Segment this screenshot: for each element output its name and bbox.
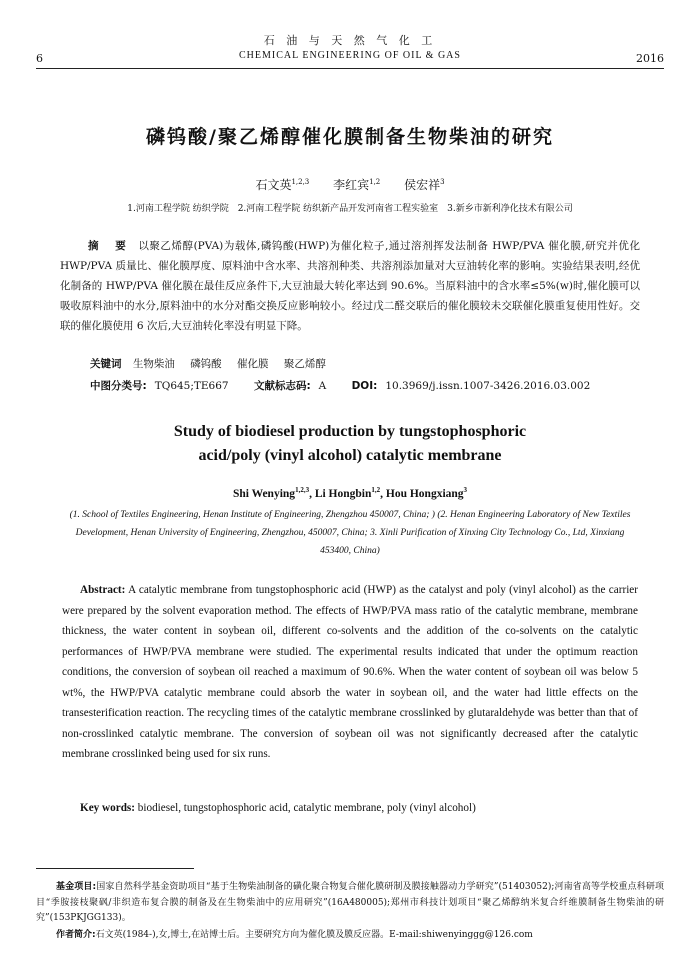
paper-title-cn: 磷钨酸/聚乙烯醇催化膜制备生物柴油的研究	[146, 126, 554, 148]
author-cn: 石文英$^{1,2,3}$	[255, 178, 310, 192]
paper-title-en	[40, 420, 660, 468]
funding-label: 基金项目:	[56, 882, 97, 892]
doi-label: DOI:	[351, 380, 378, 392]
abstract-en	[62, 580, 638, 765]
abstract-label-en: Abstract:	[80, 584, 126, 596]
header-divider	[36, 68, 664, 69]
author-en: Li Hongbin$^{1,2}$	[314, 486, 381, 500]
footnote-divider	[36, 868, 194, 869]
page-number: 6	[36, 52, 43, 65]
author-en: Shi Wenying$^{1,2,3}$	[232, 486, 310, 500]
doi-value[interactable]: 10.3969/j.issn.1007-3426.2016.03.002	[385, 380, 591, 392]
author-bio	[36, 928, 664, 944]
abstract-label-cn: 摘 要	[88, 240, 133, 252]
author-en: Hou Hongxiang$^3$	[385, 486, 468, 500]
abstract-text-cn: 以聚乙烯醇(PVA)为载体,磷钨酸(HWP)为催化粒子,通过溶剂挥发法制备 HWP/PVA 催化膜,研究并优化 HWP/PVA 质量比、催化膜厚度、原料油中含水率、共溶剂种类、共溶剂添加量对大豆油转化率的影响。实验结果表明,经优化制备的 HWP/PVA 催化膜在最佳反应条件下,大豆油最大转化率达到 90.6%。当原料油中的含水率≤5%(w)时,催化膜可以吸收原料油中的水分,原料油中的水分对酯交换反应影响较小。经过戊二醛交联后的催化膜较未交联催化膜重复使用性好。交联的催化膜使用 6 次后,大豆油转化率没有明显下降。	[60, 240, 640, 332]
affiliations-en: (1. School of Textiles Engineering, Henan Institute of Engineering, Zhengzhou 450007, China; ) (2. Henan Engineering Laboratory of New Textiles Development, Henan University of Engineering, Zhengzhou, 450007, China; 3. Xinli Purification of Xinxing City Technology Co., Ltd, Xinxiang 453400, China)	[69, 510, 631, 556]
keywords-en	[80, 802, 638, 814]
affiliations-cn: 1.河南工程学院 纺织学院 2.河南工程学院 纺织新产品开发河南省工程实验室 3.新乡市新利净化技术有限公司	[127, 204, 573, 214]
keywords-label-cn: 关键词	[90, 358, 122, 370]
keywords-label-en: Key words:	[80, 802, 135, 814]
publication-year: 2016	[636, 52, 664, 65]
funding-note	[36, 880, 664, 927]
keyword-cn: 催化膜	[237, 358, 269, 370]
classification-line	[90, 378, 640, 393]
running-header	[36, 32, 664, 68]
abstract-text-en: A catalytic membrane from tungstophosphoric acid (HWP) as the catalyst and poly (vinyl alcohol) as the carrier were prepared by the solvent evaporation method. The effects of HWP/PVA mass ratio of the catalytic membrane, membrane thickness, the water content in soybean oil, different co-solvents and the addition of the co-solvents on the catalytic performances of HWP/PVA membrane were studied. The experimental results indicated that under the optimum reaction conditions, the conversion of soybean oil reached a maximum of 90.6%. When the water content of soybean oil was below 5 wt%, the HWP/PVA catalytic membrane could absorb the water in soybean oil, and the water had little effects on the transesterification reaction. The recycling times of the catalytic membrane crosslinked by glutaraldehyde was better than that of non-crosslinked catalytic membrane. The conversion of soybean oil was not significantly decreased after the catalytic membrane crosslinked being used for six runs.	[62, 584, 638, 760]
clc-label: 中图分类号:	[90, 380, 147, 392]
title-line-en: acid/poly (vinyl alcohol) catalytic membrane	[198, 447, 502, 464]
journal-name-cn: 石 油 与 天 然 气 化 工	[263, 34, 437, 47]
keyword-cn: 生物柴油	[132, 358, 175, 370]
title-line-en: Study of biodiesel production by tungstophosphoric	[173, 423, 527, 440]
keyword-cn: 聚乙烯醇	[283, 358, 326, 370]
footnote	[36, 880, 664, 943]
author-bio-label: 作者简介:	[56, 929, 96, 940]
doc-code: A	[318, 380, 327, 392]
keywords-cn	[90, 356, 640, 371]
author-cn: 侯宏祥$^3$	[404, 178, 445, 192]
abstract-cn	[60, 236, 640, 336]
funding-text: 国家自然科学基金资助项目“基于生物柴油制备的磺化聚合物复合催化膜研制及膜接触器动力学研究”(51403052);河南省高等学校重点科研项目“季胺接枝聚砜/非织造布复合膜的制备及在生物柴油中的应用研究”(16A480005);郑州市科技计划项目“聚乙烯醇纳米复合纤维膜制备生物柴油的研究”(153PKJGG133)。	[36, 882, 664, 923]
journal-name-en: CHEMICAL ENGINEERING OF OIL & GAS	[239, 50, 461, 61]
keyword-cn: 磷钨酸	[190, 358, 222, 370]
author-bio-text: 石文英(1984-),女,博士,在站博士后。主要研究方向为催化膜及膜反应器。E-mail:shiwenyinggg@126.com	[95, 929, 533, 940]
keywords-text-en: biodiesel, tungstophosphoric acid, catalytic membrane, poly (vinyl alcohol)	[137, 802, 476, 814]
author-list-en: Shi Wenying$^{1,2,3}$, Li Hongbin$^{1,2}$, Hou Hongxiang$^3$	[232, 486, 468, 500]
author-cn: 李红宾$^{1,2}$	[333, 178, 381, 192]
doc-code-label: 文献标志码:	[253, 380, 311, 392]
author-list-cn	[40, 176, 660, 193]
clc-code: TQ645;TE667	[154, 380, 229, 392]
